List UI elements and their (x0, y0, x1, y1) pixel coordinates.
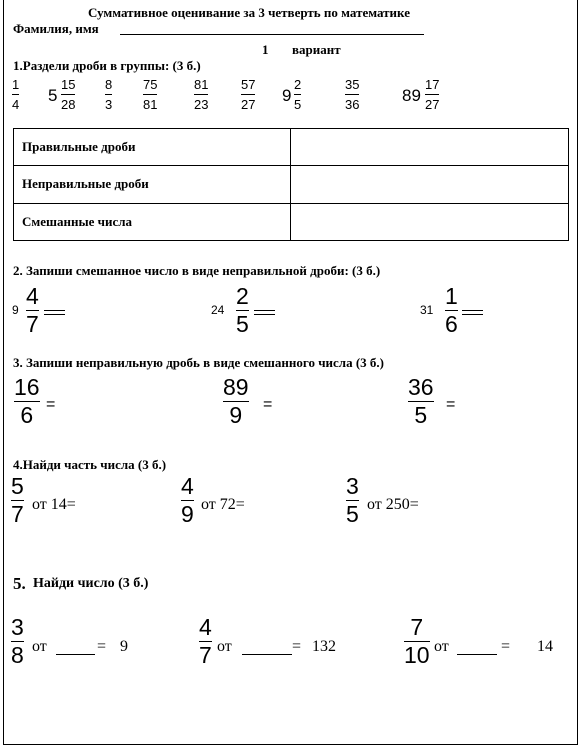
whole-part: 24 (211, 303, 225, 317)
numerator: 4 (181, 473, 194, 499)
from-word: от (434, 638, 449, 655)
fraction-bar (12, 94, 19, 95)
from-word: от (32, 638, 47, 655)
task4-expression: от 72= (201, 496, 245, 513)
task4-expression: от 14= (32, 496, 76, 513)
row-label-mixed: Смешанные числа (14, 203, 291, 240)
whole-part: 9 (12, 303, 19, 317)
fraction-bar (105, 94, 112, 95)
denominator: 5 (414, 402, 428, 429)
task1-heading: 1.Раздели дроби в группы: (3 б.) (13, 58, 201, 73)
numerator: 4 (26, 283, 39, 309)
numerator: 81 (194, 77, 209, 92)
table-row (14, 166, 569, 203)
task5-fraction (11, 616, 24, 667)
task1-fraction (241, 78, 255, 111)
task5-fraction (404, 616, 430, 667)
denominator: 7 (11, 501, 24, 528)
result-value: 132 (312, 638, 336, 655)
numerator: 89 (223, 374, 249, 400)
task1-fraction (194, 78, 208, 111)
row-label-improper: Неправильные дроби (14, 166, 291, 203)
name-blank-line[interactable] (120, 34, 424, 35)
variant-number: 1 (262, 42, 269, 57)
task3-heading: 3. Запиши неправильную дробь в виде смешанного числа (3 б.) (13, 355, 385, 370)
equals-sign (462, 302, 483, 320)
denominator: 27 (425, 97, 440, 112)
numerator: 5 (11, 473, 24, 499)
answer-cell-proper[interactable] (291, 129, 569, 166)
whole-part: 5 (48, 86, 58, 105)
task5-heading-number: 5. (13, 574, 26, 593)
denominator: 23 (194, 97, 209, 112)
fraction-bar (425, 94, 439, 95)
numerator: 1 (12, 77, 20, 92)
page-border (3, 0, 578, 745)
denominator: 81 (143, 97, 158, 112)
fraction-groups-table (13, 128, 569, 241)
denominator: 28 (61, 97, 76, 112)
denominator: 4 (12, 97, 20, 112)
task1-fraction (294, 78, 301, 111)
fraction-bar (143, 94, 157, 95)
answer-cell-improper[interactable] (291, 166, 569, 203)
row-label-proper: Правильные дроби (14, 129, 291, 166)
equals-sign: = (501, 638, 511, 655)
answer-blank[interactable] (457, 654, 497, 655)
task1-fraction (105, 78, 112, 111)
task4-heading: 4.Найди часть числа (3 б.) (13, 457, 167, 472)
denominator: 3 (105, 97, 113, 112)
task2-fraction (445, 285, 458, 336)
task3-fraction (408, 376, 434, 427)
denominator: 5 (346, 501, 359, 528)
task3-fraction (223, 376, 249, 427)
denominator: 9 (229, 402, 243, 429)
task1-fraction (61, 78, 75, 111)
numerator: 75 (143, 77, 158, 92)
task3-fraction (14, 376, 40, 427)
numerator: 4 (199, 614, 212, 640)
fraction-bar (194, 94, 208, 95)
answer-cell-mixed[interactable] (291, 203, 569, 240)
answer-blank[interactable] (242, 654, 292, 655)
table-row (14, 203, 569, 240)
worksheet-title: Суммативное оценивание за 3 четверть по математике (88, 5, 410, 20)
whole-part: 31 (420, 303, 434, 317)
equals-sign: = (46, 396, 56, 413)
numerator: 3 (346, 473, 359, 499)
numerator: 16 (14, 374, 40, 400)
answer-blank[interactable] (56, 654, 95, 655)
task2-heading: 2. Запиши смешанное число в виде неправильной дроби: (3 б.) (13, 263, 381, 278)
denominator: 6 (20, 402, 34, 429)
task2-fraction (26, 285, 39, 336)
result-value: 14 (537, 638, 553, 655)
whole-part: 9 (282, 86, 292, 105)
numerator: 57 (241, 77, 256, 92)
fraction-bar (61, 94, 75, 95)
task1-fraction (12, 78, 19, 111)
equals-sign (254, 302, 275, 320)
numerator: 17 (425, 77, 440, 92)
equals-sign: = (263, 396, 273, 413)
denominator: 10 (404, 642, 430, 669)
denominator: 5 (236, 311, 249, 338)
result-value: 9 (120, 638, 128, 655)
from-word: от (217, 638, 232, 655)
name-label: Фамилия, имя (13, 21, 99, 36)
numerator: 15 (61, 77, 76, 92)
task4-fraction (346, 475, 359, 526)
equals-sign: = (446, 396, 456, 413)
equals-sign: = (97, 638, 107, 655)
denominator: 7 (26, 311, 39, 338)
denominator: 8 (11, 642, 24, 669)
task4-fraction (11, 475, 24, 526)
fraction-bar (241, 94, 255, 95)
task5-heading: Найди число (3 б.) (33, 576, 149, 591)
fraction-bar (345, 94, 359, 95)
numerator: 1 (445, 283, 458, 309)
variant-label: вариант (292, 42, 341, 57)
task1-fraction (425, 78, 439, 111)
task1-fraction (143, 78, 157, 111)
denominator: 36 (345, 97, 360, 112)
denominator: 6 (445, 311, 458, 338)
equals-sign: = (292, 638, 302, 655)
whole-part: 89 (402, 86, 421, 105)
numerator: 36 (408, 374, 434, 400)
numerator: 3 (11, 614, 24, 640)
table-row (14, 129, 569, 166)
fraction-bar (294, 94, 301, 95)
task4-fraction (181, 475, 194, 526)
numerator: 2 (236, 283, 249, 309)
denominator: 9 (181, 501, 194, 528)
task5-fraction (199, 616, 212, 667)
task2-fraction (236, 285, 249, 336)
denominator: 7 (199, 642, 212, 669)
equals-sign (44, 302, 65, 320)
numerator: 7 (410, 614, 424, 640)
task1-fraction (345, 78, 359, 111)
numerator: 8 (105, 77, 113, 92)
denominator: 27 (241, 97, 256, 112)
numerator: 35 (345, 77, 360, 92)
task4-expression: от 250= (367, 496, 419, 513)
denominator: 5 (294, 97, 302, 112)
numerator: 2 (294, 77, 302, 92)
